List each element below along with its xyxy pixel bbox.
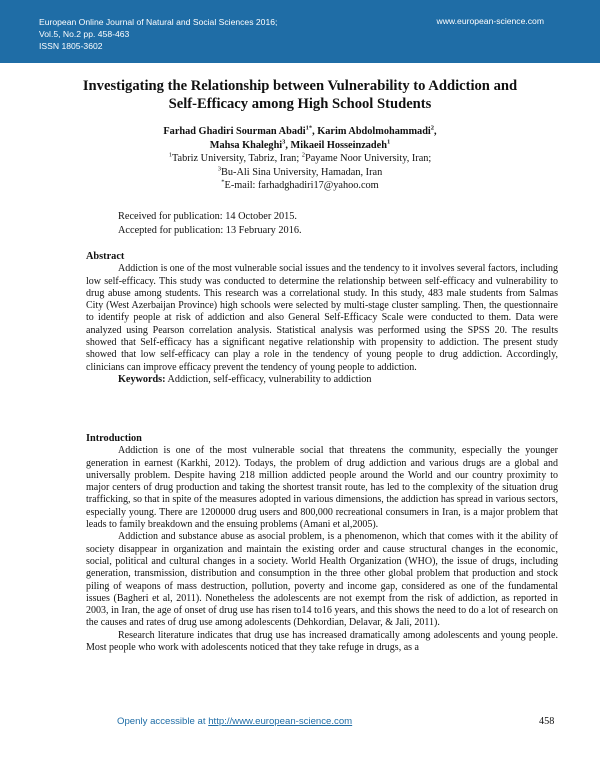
journal-name: European Online Journal of Natural and Social Sciences 2016; (39, 17, 278, 27)
introduction-section (86, 433, 558, 654)
title-line-1: Investigating the Relationship between Vulnerability to Addiction and (82, 78, 518, 94)
received-date: Received for publication: 14 October 2015. (118, 211, 297, 222)
abstract-text: Addiction is one of the most vulnerable social issues and the tendency to it involves several factors, including low self-efficacy. This study was conducted to determine the relationship between self-efficacy and vulnerability to drug abuse among students. This research was a correlational study. In this study, 483 male students from Salmas City (West Azerbaijan Province) high schools were selected by multi-stage cluster sampling. Then, the questionnaire to identify people at risk of addiction and also General Self-Efficacy Scale were conducted to them. Data were analyzed using Pearson correlation analysis. Statistical analysis was performed using the SPSS 20. The results showed that Self-efficacy has a significant negative relationship with propensity to addiction. The present study showed that low self-efficacy can play a role in the tendency of young people to drug addiction. Accordingly, clinicians can improve efficacy prevent the tendency of young people to addiction. (86, 263, 558, 373)
abstract-heading: Abstract (86, 251, 125, 262)
intro-paragraph-2: Addiction and substance abuse as asocial problem, is a phenomenon, which that comes with it the ability of society disappear in organization and maintain the existing order and cause structural changes in the economic, social, political and cultural changes in a society. World Health Organization (WHO), the issue of drugs, including generation, transmission, distribution and consumption in the three other global problem that production and stock piling of weapons of mass destruction, pollution, poverty and income gap, considered as one of the fundamental issues (Bagheri et al, 2011). Nonetheless the adolescents are not exempt from the risk of addiction, as reported in 2003, in Iran, the age of onset of drug use has risen to14 to16 years, and this shows the need to do a lot of research on the causes and rates of drug use among adolescents (Dehkordian, Delavar, & Jali, 2011). (86, 531, 558, 629)
publication-dates (118, 210, 302, 237)
intro-paragraph-3: Research literature indicates that drug use has increased dramatically among adolescents and young people. Most people who work with adolescents noticed that they take refuge in drugs, as a (86, 629, 558, 654)
author-email: *E-mail: farhadghadiri17@yahoo.com (221, 178, 379, 191)
footer-access: Openly accessible at http://www.european-science.com (117, 716, 353, 727)
title-line-2: Self-Efficacy among High School Students (168, 96, 432, 112)
page-number: 458 (539, 716, 555, 727)
accepted-date: Accepted for publication: 13 February 2016. (118, 224, 302, 236)
affiliation-1: $^1$Tabriz University, Tabriz, Iran; $^2$Payame Noor University, Iran; (168, 151, 432, 164)
journal-volume: Vol.5, No.2 pp. 458-463 (39, 29, 130, 39)
abstract-section (86, 251, 558, 386)
keywords: Keywords: Addiction, self-efficacy, vulnerability to addiction (118, 373, 372, 385)
journal-issn: ISSN 1805-3602 (39, 41, 103, 51)
affiliation-2: $^3$Bu-Ali Sina University, Hamadan, Iran (217, 165, 383, 178)
author-line-1: Farhad Ghadiri Sourman Abadi$^{1*}$, Karim Abdolmohammadi$^2$, (163, 124, 437, 137)
author-line-2: Mahsa Khaleghi$^3$, Mikaeil Hosseinzadeh$^1$ (209, 138, 391, 151)
introduction-heading: Introduction (86, 433, 142, 444)
journal-header (0, 0, 600, 63)
paper-title (0, 77, 600, 113)
footer-link[interactable]: http://www.european-science.com (208, 716, 353, 727)
intro-paragraph-1: Addiction is one of the most vulnerable social that threatens the community, especially the younger generation in earnest (Karkhi, 2012). Todays, the problem of drug addiction and various drugs are a global and universally problem. Despite having 218 million addicted people around the World and our country proximity to major centers of drug production and taking the shortest transit route, has led to the complexity of the situation drug trafficking, so that in spite of the measures adopted in various dimensions, the addiction has spread in various sectors, especially young. There are 1200000 drug users and 800,000 recreational consumers in Iran, is a major problem that leads to family breakdown and the ensuing problems (Amani et al,2005). (86, 445, 558, 531)
journal-website[interactable]: www.european-science.com (436, 16, 544, 26)
author-block (0, 125, 600, 193)
